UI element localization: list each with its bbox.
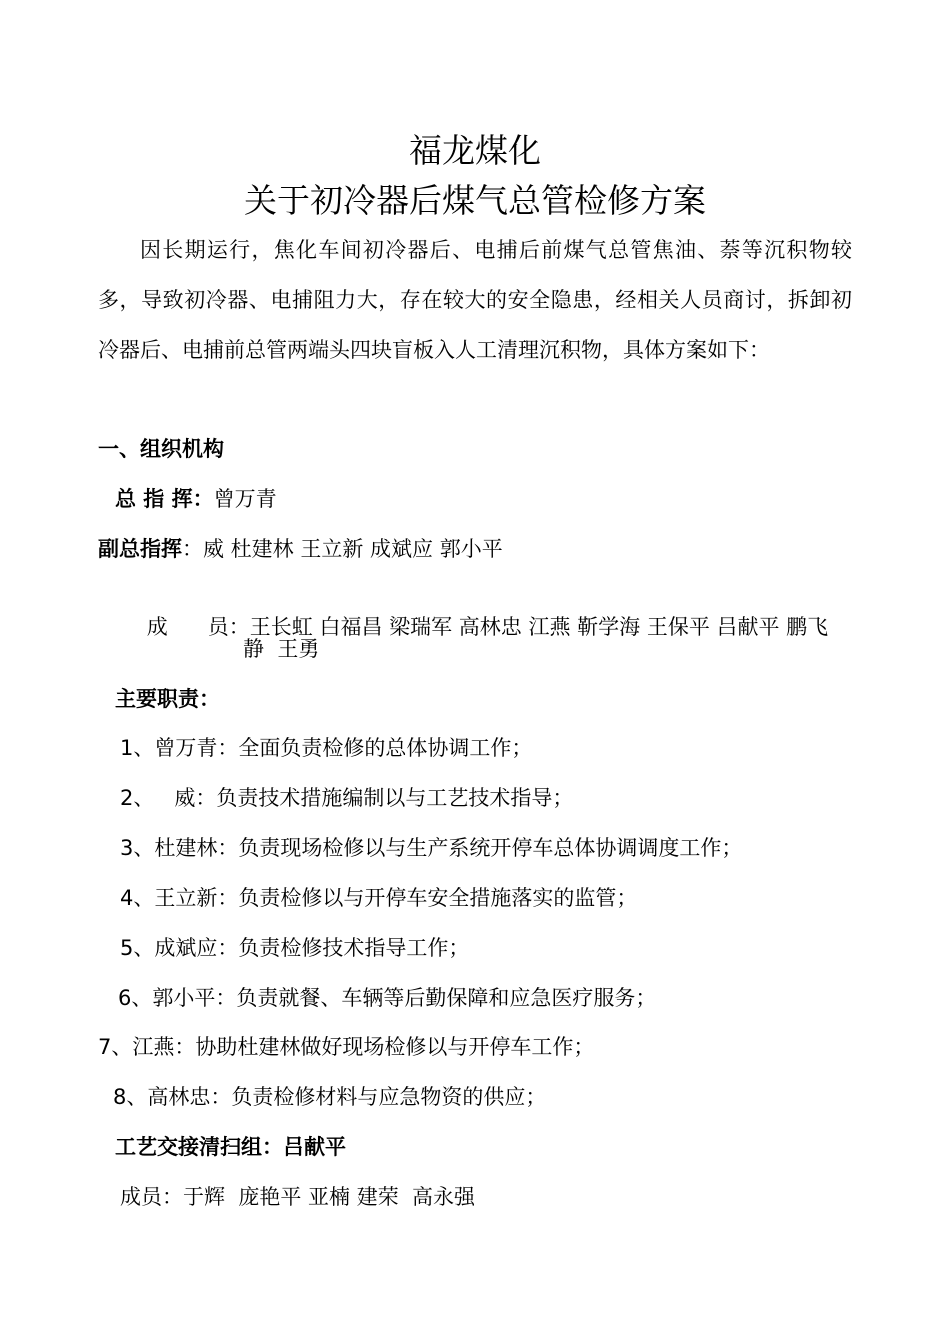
- group-heading: 工艺交接清扫组：吕献平: [115, 1135, 346, 1159]
- deputy-label: 副总指挥: [98, 537, 182, 561]
- duty-item: 8、高林忠：负责检修材料与应急物资的供应；: [113, 1085, 547, 1109]
- deputy-row: [98, 535, 503, 563]
- duty-item: 3、杜建林：负责现场检修以与生产系统开停车总体协调调度工作；: [120, 836, 743, 860]
- document-title-company: 福龙煤化: [409, 131, 541, 170]
- document-title: 关于初冷器后煤气总管检修方案: [244, 181, 706, 220]
- duty-item: 6、郭小平：负责就餐、车辆等后勤保障和应急医疗服务；: [118, 986, 657, 1010]
- duties-heading: 主要职责：: [115, 687, 220, 711]
- duty-item: 7、江燕：协助杜建林做好现场检修以与开停车工作；: [98, 1035, 595, 1059]
- members-label: 成 员：: [146, 615, 250, 639]
- commander-label: 总 指 挥：: [115, 487, 214, 511]
- duty-item: 5、成斌应：负责检修技术指导工作；: [120, 936, 470, 960]
- duty-item: 2、 威：负责技术措施编制以与工艺技术指导；: [120, 786, 574, 810]
- members-names-line2: 静 王勇: [243, 637, 320, 661]
- commander-name: 曾万青: [213, 487, 277, 511]
- duty-item: 4、王立新：负责检修以与开停车安全措施落实的监管；: [120, 886, 638, 910]
- section-heading-organization: 一、组织机构: [98, 437, 224, 461]
- deputy-names: ：威 杜建林 王立新 成斌应 郭小平: [182, 537, 503, 561]
- duty-item: 1、曾万青：全面负责检修的总体协调工作；: [120, 736, 533, 760]
- commander-row: [115, 485, 277, 513]
- members-names-line1: 王长虹 白福昌 梁瑞军 高林忠 江燕 靳学海 王保平 吕献平 鹏飞: [249, 615, 829, 639]
- members-row: [120, 585, 828, 669]
- group-members: 成员：于辉 庞艳平 亚楠 建荣 高永强: [120, 1185, 476, 1209]
- intro-paragraph: 因长期运行，焦化车间初冷器后、电捕后前煤气总管焦油、萘等沉积物较多，导致初冷器、电捕阻力大，存在较大的安全隐患，经相关人员商讨，拆卸初冷器后、电捕前总管两端头四块盲板入人工清理沉积物，具体方案如下：: [98, 238, 852, 362]
